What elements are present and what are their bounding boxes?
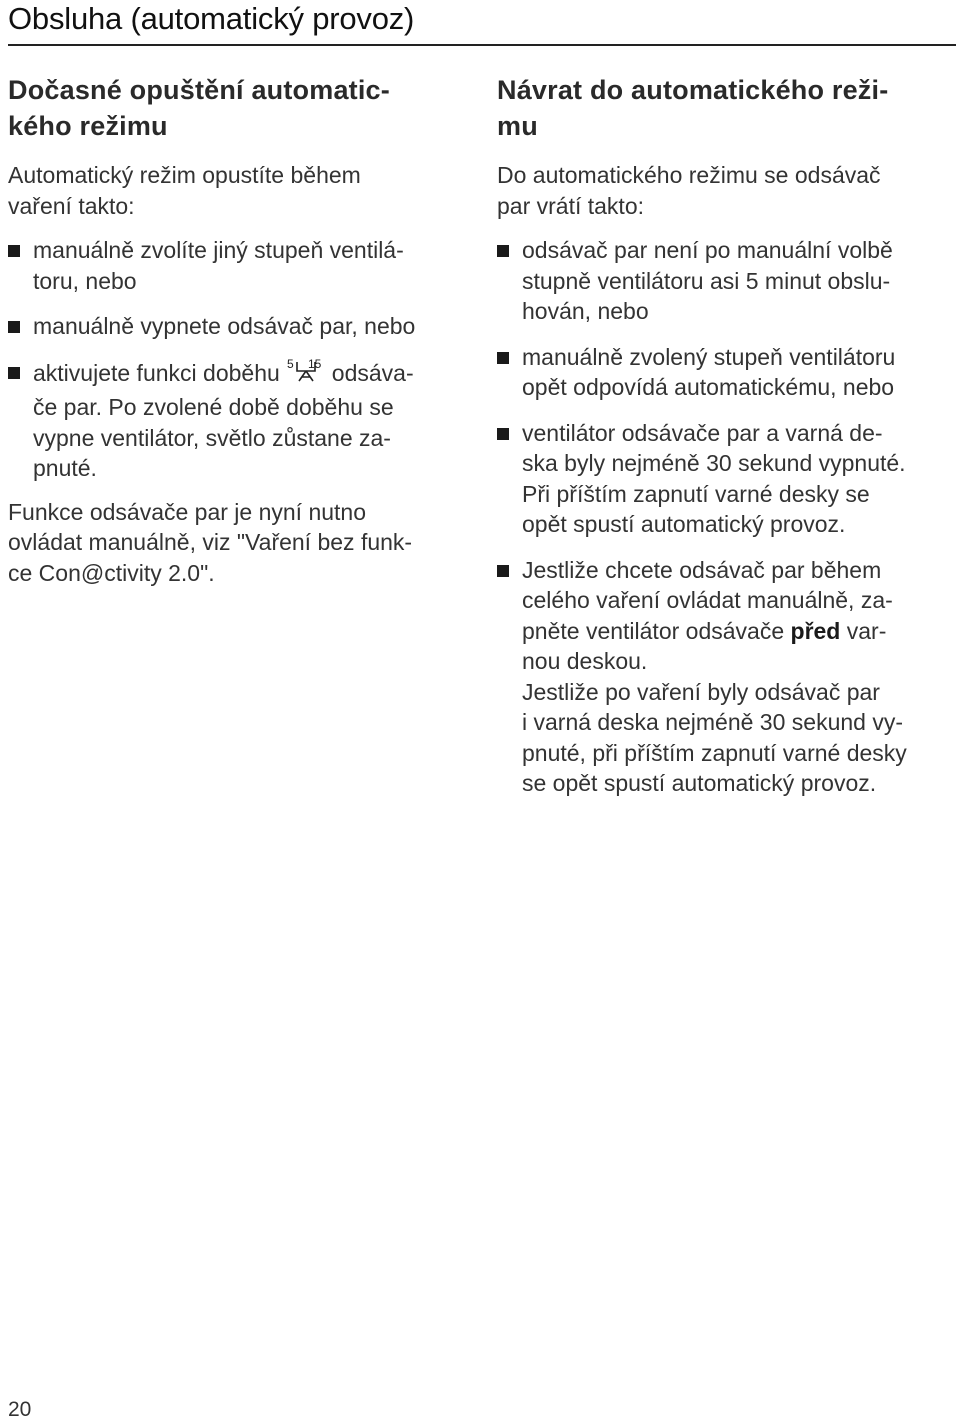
- header-divider: [8, 44, 956, 46]
- intro-paragraph: Do automatického režimu se odsávač par vrátí takto:: [497, 162, 881, 219]
- intro-paragraph: Automatický režim opustíte během vaření takto:: [8, 162, 361, 219]
- emphasis-before: před: [790, 617, 841, 644]
- section-heading-temporary-exit: Dočasné opuštění automatic- kého režimu: [8, 75, 390, 141]
- bullet-square-icon: [497, 245, 509, 257]
- left-column: [8, 72, 468, 602]
- svg-text:15: 15: [307, 356, 322, 371]
- list-item: manuálně zvolený stupeň ventilátoru opět odpovídá automatickému, nebo: [497, 342, 955, 403]
- list-item: ventilátor odsávače par a varná de- ska byly nejméně 30 sekund vypnuté. Při příštím zapnutí varné desky se opět spustí automatický provoz.: [497, 418, 955, 540]
- bullet-square-icon: [8, 321, 20, 333]
- bullet-square-icon: [497, 428, 509, 440]
- right-column: [497, 72, 955, 814]
- bullet-square-icon: [497, 565, 509, 577]
- bullet-square-icon: [8, 245, 20, 257]
- list-item: manuálně zvolíte jiný stupeň ventilá- toru, nebo: [8, 235, 468, 296]
- list-item: Jestliže chcete odsávač par během celého vaření ovládat manuálně, za- pněte ventilátor odsávače před var- nou deskou. Jestliže po vaření byly odsávač par i varná deska nejméně 30 sekund vy- pnuté, při příštím zapnutí varné desky se opět spustí automatický provoz.: [497, 555, 955, 799]
- bullet-list: [8, 235, 468, 484]
- list-item: odsávač par není po manuální volbě stupně ventilátoru asi 5 minut obslu- hován, nebo: [497, 235, 955, 327]
- bullet-list: [497, 235, 955, 799]
- page-number: 20: [8, 1398, 32, 1421]
- outro-paragraph: Funkce odsávače par je nyní nutno ovládat manuálně, viz "Vaření bez funk- ce Con@ctivity 2.0".: [8, 498, 413, 586]
- page-header: [8, 0, 956, 46]
- bullet-square-icon: [497, 352, 509, 364]
- svg-text:5: 5: [286, 356, 294, 371]
- bullet-square-icon: [8, 367, 20, 379]
- fan-runon-icon: [286, 357, 326, 393]
- list-item: manuálně vypnete odsávač par, nebo: [8, 311, 468, 342]
- page-title: Obsluha (automatický provoz): [8, 1, 415, 36]
- section-heading-return-to-auto: Návrat do automatického reži- mu: [497, 75, 889, 141]
- list-item: aktivujete funkci doběhu 5 15 odsáva- če par. Po zvolené době doběhu se vypne ventilátor, světlo zůstane za- pnuté.: [8, 357, 468, 484]
